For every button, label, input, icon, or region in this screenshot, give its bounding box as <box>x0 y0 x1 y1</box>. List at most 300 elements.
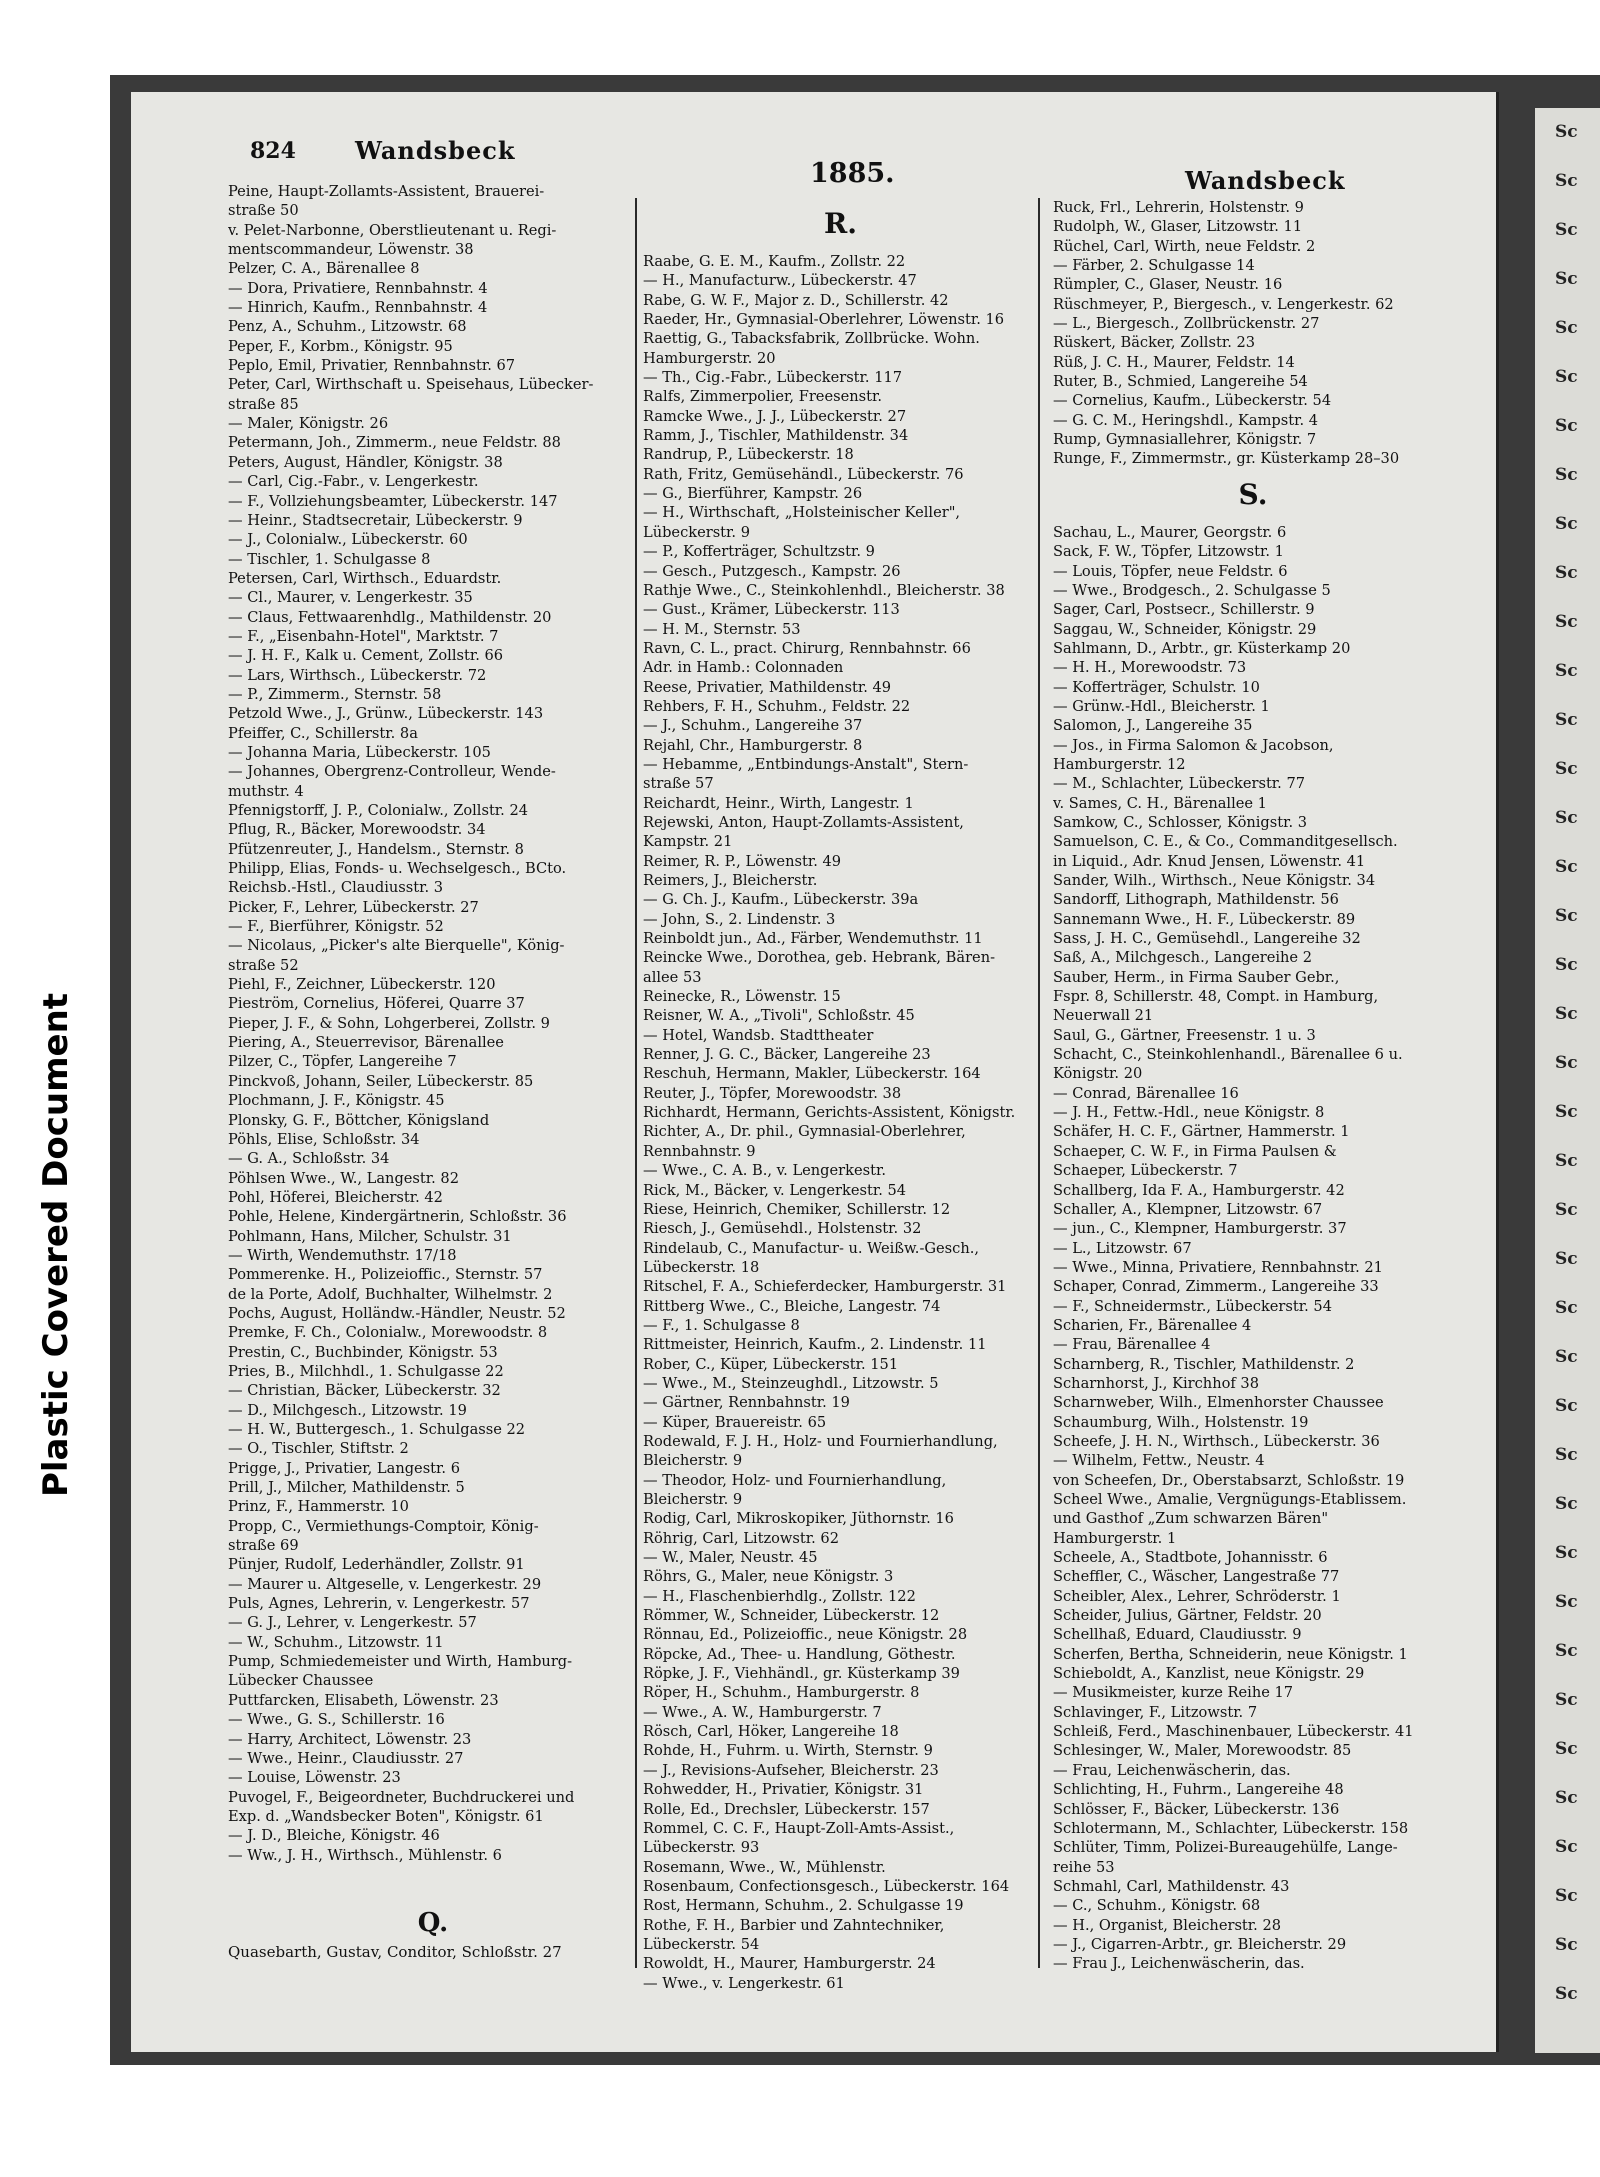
directory-entry: — Gärtner, Rennbahnstr. 19 <box>643 1394 850 1412</box>
directory-entry: — John, S., 2. Lindenstr. 3 <box>643 910 836 928</box>
directory-entry: Rowoldt, H., Maurer, Hamburgerstr. 24 <box>643 1955 936 1973</box>
directory-entry: Rommel, C. C. F., Haupt-Zoll-Amts-Assist., <box>643 1819 955 1837</box>
directory-entry: Pohle, Helene, Kindergärtnerin, Schloßstr. 36 <box>228 1208 567 1226</box>
directory-entry: Rösch, Carl, Höker, Langereihe 18 <box>643 1723 899 1741</box>
directory-entry: Fspr. 8, Schillerstr. 48, Compt. in Hamburg, <box>1053 988 1379 1006</box>
directory-entry: Schallberg, Ida F. A., Hamburgerstr. 42 <box>1053 1181 1345 1199</box>
directory-entry: Raabe, G. E. M., Kaufm., Zollstr. 22 <box>643 253 906 270</box>
directory-entry: Bleicherstr. 9 <box>643 1491 743 1508</box>
directory-entry: in Liquid., Adr. Knud Jensen, Löwenstr. 41 <box>1053 852 1366 870</box>
directory-entry: — Maurer u. Altgeselle, v. Lengerkestr. 29 <box>228 1575 542 1593</box>
directory-entry: Samkow, C., Schlosser, Königstr. 3 <box>1053 813 1308 831</box>
directory-entry: — J., Cigarren-Arbtr., gr. Bleicherstr. 29 <box>1053 1935 1347 1953</box>
next-page-fragment: Sc <box>1555 808 1578 828</box>
directory-entry: — Carl, Cig.-Fabr., v. Lengerkestr. <box>228 473 479 491</box>
directory-entry: Riese, Heinrich, Chemiker, Schillerstr. 12 <box>643 1200 951 1218</box>
next-page-fragment: Sc <box>1555 1592 1578 1612</box>
directory-entry: Peper, F., Korbm., Königstr. 95 <box>228 337 453 355</box>
directory-entry: — Grünw.-Hdl., Bleicherstr. 1 <box>1053 697 1270 715</box>
directory-entry: — C., Schuhm., Königstr. 68 <box>1053 1897 1261 1915</box>
section-q <box>228 1903 638 1961</box>
directory-entry: — Gesch., Putzgesch., Kampstr. 26 <box>643 562 901 580</box>
directory-entry: Scheider, Julius, Gärtner, Feldstr. 20 <box>1053 1607 1322 1625</box>
directory-entry: Randrup, P., Lübeckerstr. 18 <box>643 446 854 464</box>
directory-entry: Pochs, August, Holländw.-Händler, Neustr. 52 <box>228 1304 566 1322</box>
directory-entry: Schlesinger, W., Maler, Morewoodstr. 85 <box>1053 1742 1352 1760</box>
next-page-fragment: Sc <box>1555 906 1578 926</box>
directory-entry: Salomon, J., Langereihe 35 <box>1053 717 1253 735</box>
next-page-fragment: Sc <box>1555 661 1578 681</box>
column-rule <box>1038 198 1040 1968</box>
directory-entry: Schellhaß, Eduard, Claudiusstr. 9 <box>1053 1626 1302 1644</box>
directory-entry: — P., Zimmerm., Sternstr. 58 <box>228 685 442 703</box>
directory-entry: Scharnhorst, J., Kirchhof 38 <box>1053 1374 1259 1392</box>
directory-entry: Puvogel, F., Beigeordneter, Buchdruckerei und <box>228 1788 575 1806</box>
directory-entry: — W., Schuhm., Litzowstr. 11 <box>228 1633 444 1651</box>
directory-entry: — Theodor, Holz- und Fournierhandlung, <box>643 1471 947 1489</box>
directory-entry: Pump, Schmiedemeister und Wirth, Hamburg- <box>228 1653 573 1671</box>
directory-column-2 <box>643 198 1038 1998</box>
directory-entry: Sahlmann, D., Arbtr., gr. Küsterkamp 20 <box>1053 639 1351 657</box>
directory-entry: Sass, J. H. C., Gemüsehdl., Langereihe 32 <box>1053 930 1361 948</box>
directory-entry: Reincke Wwe., Dorothea, geb. Hebrank, Bären- <box>643 949 996 967</box>
directory-entry: Rehbers, F. H., Schuhm., Feldstr. 22 <box>643 697 911 715</box>
directory-entry: — D., Milchgesch., Litzowstr. 19 <box>228 1401 467 1419</box>
directory-entry: Petzold Wwe., J., Grünw., Lübeckerstr. 143 <box>228 705 544 723</box>
next-page-fragment: Sc <box>1555 416 1578 436</box>
directory-entry: Sack, F. W., Töpfer, Litzowstr. 1 <box>1053 543 1284 561</box>
directory-entry: Peter, Carl, Wirthschaft u. Speisehaus, Lübecker- <box>228 376 594 394</box>
next-page-fragment: Sc <box>1555 612 1578 632</box>
directory-entry: Rath, Fritz, Gemüsehändl., Lübeckerstr. 76 <box>643 465 964 483</box>
directory-entry: Schlichting, H., Fuhrm., Langereihe 48 <box>1053 1781 1344 1799</box>
directory-entry: Pilzer, C., Töpfer, Langereihe 7 <box>228 1053 457 1071</box>
directory-entry: von Scheefen, Dr., Oberstabsarzt, Schloßstr. 19 <box>1053 1471 1405 1489</box>
directory-entry: Scheele, A., Stadtbote, Johannisstr. 6 <box>1053 1549 1328 1567</box>
directory-entry: Adr. in Hamb.: Colonnaden <box>643 659 844 677</box>
directory-entry: Schacht, C., Steinkohlenhandl., Bärenallee 6 u. <box>1053 1046 1403 1064</box>
section-heading: S. <box>1238 477 1268 511</box>
directory-entry: Rohwedder, H., Privatier, Königstr. 31 <box>643 1781 924 1799</box>
directory-entry: Samuelson, C. E., & Co., Commanditgesellsch. <box>1053 833 1398 851</box>
directory-entry: muthstr. 4 <box>228 782 304 800</box>
directory-entry: — W., Maler, Neustr. 45 <box>643 1549 818 1567</box>
running-title-left: Wandsbeck <box>355 136 516 165</box>
directory-entry: — Johannes, Obergrenz-Controlleur, Wende- <box>228 763 556 781</box>
directory-entry: Rolle, Ed., Drechsler, Lübeckerstr. 157 <box>643 1800 930 1818</box>
next-page-fragment: Sc <box>1555 1837 1578 1857</box>
directory-entry: — H. W., Buttergesch., 1. Schulgasse 22 <box>228 1421 526 1438</box>
directory-entry: Rönnau, Ed., Polizeioffic., neue Königstr. 28 <box>643 1626 968 1644</box>
next-page-fragment: Sc <box>1555 1151 1578 1171</box>
directory-entry: — H., Organist, Bleicherstr. 28 <box>1053 1916 1282 1934</box>
directory-entry: Schlösser, F., Bäcker, Lübeckerstr. 136 <box>1053 1800 1340 1818</box>
directory-entry: Pieström, Cornelius, Höferei, Quarre 37 <box>228 995 525 1013</box>
next-page-fragment: Sc <box>1555 171 1578 191</box>
next-page-fragment: Sc <box>1555 1984 1578 2004</box>
directory-entry: — Gust., Krämer, Lübeckerstr. 113 <box>643 601 900 619</box>
directory-entry: Scheibler, Alex., Lehrer, Schröderstr. 1 <box>1053 1587 1341 1605</box>
directory-entry: — Wwe., Brodgesch., 2. Schulgasse 5 <box>1053 581 1331 599</box>
directory-entry: Pries, B., Milchhdl., 1. Schulgasse 22 <box>228 1362 504 1380</box>
directory-entry: Pohlmann, Hans, Milcher, Schulstr. 31 <box>228 1227 512 1245</box>
directory-entry: Exp. d. „Wandsbecker Boten", Königstr. 61 <box>228 1807 544 1825</box>
directory-entry: Rost, Hermann, Schuhm., 2. Schulgasse 19 <box>643 1897 964 1915</box>
directory-entry: — J., Schuhm., Langereihe 37 <box>643 717 863 735</box>
directory-entry: Rosemann, Wwe., W., Mühlenstr. <box>643 1858 886 1876</box>
directory-entry: — Wwe., M., Steinzeughdl., Litzowstr. 5 <box>643 1374 939 1392</box>
directory-entry: Scharnweber, Wilh., Elmenhorster Chaussee <box>1053 1394 1384 1412</box>
next-page-fragment: Sc <box>1555 514 1578 534</box>
plastic-covered-text: Plastic Covered Document <box>35 992 76 1498</box>
directory-entry: Rindelaub, C., Manufactur- u. Weißw.-Gesch., <box>643 1239 980 1257</box>
directory-entry: — jun., C., Klempner, Hamburgerstr. 37 <box>1053 1220 1347 1238</box>
directory-entry: — Johanna Maria, Lübeckerstr. 105 <box>228 743 491 761</box>
directory-entry: — Harry, Architect, Löwenstr. 23 <box>228 1730 472 1748</box>
next-page-fragment: Sc <box>1555 1788 1578 1808</box>
directory-entry: — Wwe., C. A. B., v. Lengerkestr. <box>643 1162 886 1180</box>
directory-column-1 <box>228 182 638 2047</box>
directory-entry: reihe 53 <box>1053 1858 1115 1876</box>
next-page-fragment: Sc <box>1555 1053 1578 1073</box>
directory-entry: Pfeiffer, C., Schillerstr. 8a <box>228 724 418 742</box>
plastic-covered-label <box>28 985 83 1505</box>
directory-entry: — Wwe., v. Lengerkestr. 61 <box>643 1974 845 1992</box>
directory-entry: Propp, C., Vermiethungs-Comptoir, König- <box>228 1517 539 1535</box>
directory-entry: Rüskert, Bäcker, Zollstr. 23 <box>1053 334 1256 352</box>
directory-entry: — H., Manufacturw., Lübeckerstr. 47 <box>643 272 917 290</box>
directory-entry: Ruter, B., Schmied, Langereihe 54 <box>1053 373 1308 391</box>
directory-entry: Reinecke, R., Löwenstr. 15 <box>643 988 841 1006</box>
directory-entry: Pieper, J. F., & Sohn, Lohgerberei, Zollstr. 9 <box>228 1014 550 1032</box>
directory-entry: Rejewski, Anton, Haupt-Zollamts-Assistent, <box>643 813 964 831</box>
directory-entry: — Frau, Leichenwäscherin, das. <box>1053 1761 1291 1779</box>
directory-entry: Rudolph, W., Glaser, Litzowstr. 11 <box>1053 218 1303 236</box>
directory-entry: Pelzer, C. A., Bärenallee 8 <box>228 260 420 278</box>
directory-entry: v. Sames, C. H., Bärenallee 1 <box>1053 794 1267 812</box>
directory-entry: Röhrs, G., Maler, neue Königstr. 3 <box>643 1568 894 1586</box>
next-page-fragment: Sc <box>1555 269 1578 289</box>
directory-entry: — M., Schlachter, Lübeckerstr. 77 <box>1053 775 1306 793</box>
directory-entry: Rosenbaum, Confectionsgesch., Lübeckerstr. 164 <box>643 1877 1010 1895</box>
directory-entry: Prill, J., Milcher, Mathildenstr. 5 <box>228 1479 465 1497</box>
directory-entry: Pohl, Höferei, Bleicherstr. 42 <box>228 1188 443 1206</box>
directory-entry: Ramcke Wwe., J. J., Lübeckerstr. 27 <box>643 407 907 425</box>
next-page-fragment: Sc <box>1555 710 1578 730</box>
directory-entry: Schaper, Conrad, Zimmerm., Langereihe 33 <box>1053 1278 1379 1296</box>
directory-entry: — G. Ch. J., Kaufm., Lübeckerstr. 39a <box>643 891 919 909</box>
directory-entry: — Dora, Privatiere, Rennbahnstr. 4 <box>228 279 488 297</box>
directory-entry: — H. H., Morewoodstr. 73 <box>1053 659 1247 677</box>
next-page-fragment: Sc <box>1555 1690 1578 1710</box>
directory-entry: Schäfer, H. C. F., Gärtner, Hammerstr. 1 <box>1053 1123 1350 1141</box>
directory-entry: Pfennigstorff, J. P., Colonialw., Zollstr. 24 <box>228 802 529 819</box>
directory-entry: Pflug, R., Bäcker, Morewoodstr. 34 <box>228 821 486 839</box>
directory-entry: Sachau, L., Maurer, Georgstr. 6 <box>1053 523 1287 541</box>
directory-entry: — H., Flaschenbierhdlg., Zollstr. 122 <box>643 1587 916 1605</box>
directory-entry: Schaller, A., Klempner, Litzowstr. 67 <box>1053 1200 1323 1218</box>
directory-entry: Reimer, R. P., Löwenstr. 49 <box>643 852 842 870</box>
directory-entry: — L., Litzowstr. 67 <box>1053 1239 1192 1257</box>
next-page-fragment: Sc <box>1555 1494 1578 1514</box>
next-page-fragment: Sc <box>1555 1445 1578 1465</box>
directory-entry: — H. M., Sternstr. 53 <box>643 620 801 638</box>
running-title-right: Wandsbeck <box>1185 166 1346 195</box>
directory-entry: Piehl, F., Zeichner, Lübeckerstr. 120 <box>228 976 496 994</box>
directory-entry: — Louise, Löwenstr. 23 <box>228 1769 401 1787</box>
next-page-fragment: Sc <box>1555 122 1578 142</box>
directory-entry: — G. A., Schloßstr. 34 <box>228 1150 390 1168</box>
directory-entry: — Wwe., G. S., Schillerstr. 16 <box>228 1711 445 1729</box>
directory-entry: Rümpler, C., Glaser, Neustr. 16 <box>1053 276 1283 294</box>
directory-entry: Scheel Wwe., Amalie, Vergnügungs-Etablissem. <box>1053 1491 1407 1508</box>
next-page-edge <box>1535 108 1600 2053</box>
directory-entry: Quasebarth, Gustav, Conditor, Schloßstr. 27 <box>228 1943 562 1961</box>
directory-entry: — F., Schneidermstr., Lübeckerstr. 54 <box>1053 1297 1332 1315</box>
directory-entry: Rump, Gymnasiallehrer, Königstr. 7 <box>1053 431 1317 449</box>
directory-entry: — Wwe., Minna, Privatiere, Rennbahnstr. 21 <box>1053 1258 1383 1276</box>
directory-entry: — Ww., J. H., Wirthsch., Mühlenstr. 6 <box>228 1846 502 1864</box>
directory-entry: mentscommandeur, Löwenstr. 38 <box>228 241 474 259</box>
directory-entry: Rick, M., Bäcker, v. Lengerkestr. 54 <box>643 1181 907 1199</box>
directory-entry: Schaeper, Lübeckerstr. 7 <box>1053 1162 1238 1180</box>
directory-entry: Röpke, J. F., Viehhändl., gr. Küsterkamp 39 <box>643 1665 960 1683</box>
directory-entry: Premke, F. Ch., Colonialw., Morewoodstr. 8 <box>228 1324 548 1342</box>
directory-entry: Scheefe, J. H. N., Wirthsch., Lübeckerstr. 36 <box>1053 1432 1380 1450</box>
section-heading: Q. <box>417 1908 449 1938</box>
directory-entry: — H., Wirthschaft, „Holsteinischer Keller", <box>643 504 961 522</box>
directory-entry: — Frau J., Leichenwäscherin, das. <box>1053 1955 1305 1973</box>
directory-entry: v. Pelet-Narbonne, Oberstlieutenant u. Regi- <box>228 221 557 239</box>
directory-entry: Rober, C., Küper, Lübeckerstr. 151 <box>643 1355 899 1373</box>
directory-entry: Richter, A., Dr. phil., Gymnasial-Oberlehrer, <box>643 1123 966 1141</box>
directory-entry: Runge, F., Zimmermstr., gr. Küsterkamp 28–30 <box>1053 450 1400 468</box>
directory-entry: — Wilhelm, Fettw., Neustr. 4 <box>1053 1452 1265 1470</box>
next-page-fragment: Sc <box>1555 759 1578 779</box>
directory-entry: Reichardt, Heinr., Wirth, Langestr. 1 <box>643 794 914 812</box>
directory-entry: Königstr. 20 <box>1053 1065 1143 1083</box>
directory-entry: Schmahl, Carl, Mathildenstr. 43 <box>1053 1877 1290 1895</box>
directory-entry: straße 69 <box>228 1537 299 1555</box>
directory-entry: — Lars, Wirthsch., Lübeckerstr. 72 <box>228 666 487 684</box>
directory-entry: — Frau, Bärenallee 4 <box>1053 1336 1211 1354</box>
page-number: 824 <box>250 138 296 164</box>
directory-entry: Ravn, C. L., pract. Chirurg, Rennbahnstr. 66 <box>643 639 971 657</box>
directory-entry: — Th., Cig.-Fabr., Lübeckerstr. 117 <box>643 369 903 387</box>
directory-entry: Ruck, Frl., Lehrerin, Holstenstr. 9 <box>1053 199 1304 216</box>
directory-entry: Lübeckerstr. 54 <box>643 1935 760 1953</box>
directory-entry: Raeder, Hr., Gymnasial-Oberlehrer, Löwenstr. 16 <box>643 311 1005 329</box>
directory-entry: und Gasthof „Zum schwarzen Bären" <box>1053 1510 1329 1528</box>
directory-entry: Lübeckerstr. 18 <box>643 1258 760 1276</box>
directory-entry: — J. H. F., Kalk u. Cement, Zollstr. 66 <box>228 647 504 665</box>
directory-entry: — F., 1. Schulgasse 8 <box>643 1316 800 1334</box>
directory-entry: — Hebamme, „Entbindungs-Anstalt", Stern- <box>643 755 969 773</box>
directory-entry: — J., Revisions-Aufseher, Bleicherstr. 23 <box>643 1761 939 1779</box>
directory-entry: Reese, Privatier, Mathildenstr. 49 <box>643 678 892 696</box>
directory-entry: Prinz, F., Hammerstr. 10 <box>228 1498 409 1516</box>
directory-entry: Richhardt, Hermann, Gerichts-Assistent, Königstr. <box>643 1104 1016 1122</box>
directory-entry: Rittmeister, Heinrich, Kaufm., 2. Lindenstr. 11 <box>643 1336 987 1354</box>
directory-entry: — Cornelius, Kaufm., Lübeckerstr. 54 <box>1053 392 1332 410</box>
directory-entry: Rothe, F. H., Barbier und Zahntechniker, <box>643 1916 945 1934</box>
directory-entry: Peters, August, Händler, Königstr. 38 <box>228 453 503 471</box>
directory-entry: Sannemann Wwe., H. F., Lübeckerstr. 89 <box>1053 910 1356 928</box>
directory-entry: Puls, Agnes, Lehrerin, v. Lengerkestr. 57 <box>228 1595 530 1613</box>
directory-entry: — Hotel, Wandsb. Stadttheater <box>643 1026 874 1044</box>
directory-entry: Sager, Carl, Postsecr., Schillerstr. 9 <box>1053 601 1315 619</box>
directory-entry: — F., Vollziehungsbeamter, Lübeckerstr. 147 <box>228 492 558 510</box>
directory-entry: Pünjer, Rudolf, Lederhändler, Zollstr. 91 <box>228 1556 525 1574</box>
directory-entry: Rohde, H., Fuhrm. u. Wirth, Sternstr. 9 <box>643 1742 933 1760</box>
next-page-fragment: Sc <box>1555 1739 1578 1759</box>
directory-entry: Pommerenke. H., Polizeioffic., Sternstr. 57 <box>228 1266 543 1284</box>
directory-entry: — L., Biergesch., Zollbrückenstr. 27 <box>1053 315 1320 333</box>
directory-entry: Saul, G., Gärtner, Freesenstr. 1 u. 3 <box>1053 1026 1316 1044</box>
directory-entry: straße 57 <box>643 775 714 793</box>
next-page-fragment: Sc <box>1555 318 1578 338</box>
directory-column-3 <box>1053 198 1453 1998</box>
directory-entry: Sandorff, Lithograph, Mathildenstr. 56 <box>1053 891 1339 909</box>
next-page-fragment: Sc <box>1555 1298 1578 1318</box>
directory-entry: Neuerwall 21 <box>1053 1007 1154 1025</box>
directory-entry: Pöhls, Elise, Schloßstr. 34 <box>228 1130 420 1148</box>
directory-entry: — Musikmeister, kurze Reihe 17 <box>1053 1684 1294 1702</box>
directory-entry: Reisner, W. A., „Tivoli", Schloßstr. 45 <box>643 1007 915 1025</box>
directory-entry: Prestin, C., Buchbinder, Königstr. 53 <box>228 1343 498 1361</box>
next-page-fragment: Sc <box>1555 1102 1578 1122</box>
next-page-fragment: Sc <box>1555 367 1578 387</box>
directory-entry: Rathje Wwe., C., Steinkohlenhdl., Bleicherstr. 38 <box>643 581 1005 599</box>
directory-entry: — Cl., Maurer, v. Lengerkestr. 35 <box>228 589 473 607</box>
directory-entry: — Kofferträger, Schulstr. 10 <box>1053 678 1260 696</box>
next-page-fragment: Sc <box>1555 857 1578 877</box>
directory-entry: Saß, A., Milchgesch., Langereihe 2 <box>1053 949 1312 967</box>
directory-entry: — J., Colonialw., Lübeckerstr. 60 <box>228 531 468 549</box>
directory-entry: Lübeckerstr. 93 <box>643 1839 760 1857</box>
directory-entry: Schieboldt, A., Kanzlist, neue Königstr. 29 <box>1053 1665 1365 1683</box>
directory-entry: Ramm, J., Tischler, Mathildenstr. 34 <box>643 427 909 445</box>
directory-entry: — Wwe., A. W., Hamburgerstr. 7 <box>643 1703 882 1721</box>
directory-entry: Schlüter, Timm, Polizei-Bureaugehülfe, Lange- <box>1053 1839 1398 1857</box>
directory-entry: — J. D., Bleiche, Königstr. 46 <box>228 1827 440 1845</box>
directory-entry: Saggau, W., Schneider, Königstr. 29 <box>1053 620 1317 638</box>
directory-entry: Bleicherstr. 9 <box>643 1452 743 1470</box>
next-page-fragment: Sc <box>1555 1935 1578 1955</box>
directory-entry: — Christian, Bäcker, Lübeckerstr. 32 <box>228 1382 501 1400</box>
directory-entry: de la Porte, Adolf, Buchhalter, Wilhelmstr. 2 <box>228 1285 553 1303</box>
directory-entry: Röhrig, Carl, Litzowstr. 62 <box>643 1529 839 1547</box>
directory-entry: Reimers, J., Bleicherstr. <box>643 872 818 889</box>
directory-entry: — Wwe., Heinr., Claudiusstr. 27 <box>228 1749 464 1767</box>
directory-entry: Rittberg Wwe., C., Bleiche, Langestr. 74 <box>643 1297 941 1315</box>
directory-entry: Reuter, J., Töpfer, Morewoodstr. 38 <box>643 1084 902 1102</box>
directory-entry: Rüchel, Carl, Wirth, neue Feldstr. 2 <box>1053 237 1316 255</box>
directory-entry: — Conrad, Bärenallee 16 <box>1053 1084 1239 1102</box>
directory-entry: Sander, Wilh., Wirthsch., Neue Königstr. 34 <box>1053 872 1376 889</box>
next-page-fragment: Sc <box>1555 1396 1578 1416</box>
directory-entry: Piering, A., Steuerrevisor, Bärenallee <box>228 1034 504 1052</box>
directory-entry: straße 85 <box>228 395 299 413</box>
directory-entry: Peine, Haupt-Zollamts-Assistent, Brauerei- <box>228 183 545 200</box>
directory-entry: Scharnberg, R., Tischler, Mathildenstr. 2 <box>1053 1355 1355 1373</box>
directory-entry: Sauber, Herm., in Firma Sauber Gebr., <box>1053 968 1340 986</box>
directory-entry: Plonsky, G. F., Böttcher, Königsland <box>228 1111 490 1129</box>
directory-entry: Puttfarcken, Elisabeth, Löwenstr. 23 <box>228 1691 499 1709</box>
directory-entry: Peplo, Emil, Privatier, Rennbahnstr. 67 <box>228 357 516 375</box>
directory-entry: Pöhlsen Wwe., W., Langestr. 82 <box>228 1169 459 1187</box>
directory-entry: Lübecker Chaussee <box>228 1672 374 1690</box>
next-page-fragment: Sc <box>1555 1347 1578 1367</box>
directory-entry: Rennbahnstr. 9 <box>643 1142 756 1160</box>
directory-entry: Hamburgerstr. 1 <box>1053 1529 1177 1547</box>
directory-entry: Reschuh, Hermann, Makler, Lübeckerstr. 164 <box>643 1065 981 1083</box>
directory-entry: — Maler, Königstr. 26 <box>228 415 389 433</box>
directory-entry: Hamburgerstr. 12 <box>1053 755 1186 773</box>
directory-entry: Schleiß, Ferd., Maschinenbauer, Lübeckerstr. 41 <box>1053 1723 1414 1741</box>
directory-entry: Kampstr. 21 <box>643 833 733 851</box>
directory-entry: — Tischler, 1. Schulgasse 8 <box>228 550 431 568</box>
directory-entry: Renner, J. G. C., Bäcker, Langereihe 23 <box>643 1046 931 1064</box>
directory-entry: — Heinr., Stadtsecretair, Lübeckerstr. 9 <box>228 511 523 529</box>
directory-entry: — F., „Eisenbahn-Hotel", Marktstr. 7 <box>228 627 499 645</box>
directory-entry: Plochmann, J. F., Königstr. 45 <box>228 1092 445 1110</box>
directory-entry: Schlavinger, F., Litzowstr. 7 <box>1053 1703 1258 1721</box>
directory-entry: Röpcke, Ad., Thee- u. Handlung, Göthestr. <box>643 1645 956 1663</box>
directory-entry: — P., Kofferträger, Schultzstr. 9 <box>643 543 875 561</box>
directory-entry: Rabe, G. W. F., Major z. D., Schillerstr. 42 <box>643 291 949 309</box>
next-page-fragment: Sc <box>1555 563 1578 583</box>
directory-entry: Scharien, Fr., Bärenallee 4 <box>1053 1316 1252 1334</box>
directory-entry: Hamburgerstr. 20 <box>643 349 776 367</box>
directory-entry: Schaumburg, Wilh., Holstenstr. 19 <box>1053 1413 1309 1431</box>
directory-entry: Petermann, Joh., Zimmerm., neue Feldstr. 88 <box>228 434 561 452</box>
section-heading: R. <box>823 207 858 240</box>
directory-entry: Röper, H., Schuhm., Hamburgerstr. 8 <box>643 1684 920 1702</box>
directory-entry: — G. C. M., Heringshdl., Kampstr. 4 <box>1053 411 1319 429</box>
directory-entry: — Nicolaus, „Picker's alte Bierquelle", König- <box>228 937 565 955</box>
directory-entry: Pfützenreuter, J., Handelsm., Sternstr. 8 <box>228 840 524 858</box>
directory-entry: Petersen, Carl, Wirthsch., Eduardstr. <box>228 569 502 587</box>
next-page-fragment: Sc <box>1555 220 1578 240</box>
directory-entry: Ritschel, F. A., Schieferdecker, Hamburgerstr. 31 <box>643 1278 1007 1296</box>
directory-entry: Ralfs, Zimmerpolier, Freesenstr. <box>643 388 882 406</box>
directory-entry: Rodig, Carl, Mikroskopiker, Jüthornstr. 16 <box>643 1510 954 1528</box>
directory-entry: — Wirth, Wendemuthstr. 17/18 <box>228 1246 457 1264</box>
next-page-fragment: Sc <box>1555 1200 1578 1220</box>
directory-entry: Picker, F., Lehrer, Lübeckerstr. 27 <box>228 898 479 916</box>
directory-entry: — Färber, 2. Schulgasse 14 <box>1053 257 1255 275</box>
directory-entry: Römmer, W., Schneider, Lübeckerstr. 12 <box>643 1607 940 1625</box>
next-page-fragment: Sc <box>1555 1886 1578 1906</box>
directory-entry: Rodewald, F. J. H., Holz- und Fournierhandlung, <box>643 1432 998 1450</box>
next-page-fragment: Sc <box>1555 1004 1578 1024</box>
directory-entry: — G., Bierführer, Kampstr. 26 <box>643 485 863 503</box>
directory-entry: Penz, A., Schuhm., Litzowstr. 68 <box>228 318 467 336</box>
directory-entry: — G. J., Lehrer, v. Lengerkestr. 57 <box>228 1614 477 1632</box>
directory-entry: Philipp, Elias, Fonds- u. Wechselgesch., BCto. <box>228 860 567 878</box>
directory-entry: Raettig, G., Tabacksfabrik, Zollbrücke. Wohn. <box>643 330 980 348</box>
page-year: 1885. <box>810 158 895 189</box>
directory-entry: Riesch, J., Gemüsehdl., Holstenstr. 32 <box>643 1220 922 1238</box>
directory-entry: Reinboldt jun., Ad., Färber, Wendemuthstr. 11 <box>643 930 983 948</box>
directory-entry: Prigge, J., Privatier, Langestr. 6 <box>228 1459 460 1477</box>
next-page-fragment: Sc <box>1555 1641 1578 1661</box>
directory-entry: Scherfen, Bertha, Schneiderin, neue Königstr. 1 <box>1053 1645 1408 1663</box>
directory-entry: Schaeper, C. W. F., in Firma Paulsen & <box>1053 1142 1337 1160</box>
directory-entry: Schlotermann, M., Schlachter, Lübeckerstr. 158 <box>1053 1819 1409 1837</box>
directory-entry: Rejahl, Chr., Hamburgerstr. 8 <box>643 736 863 754</box>
